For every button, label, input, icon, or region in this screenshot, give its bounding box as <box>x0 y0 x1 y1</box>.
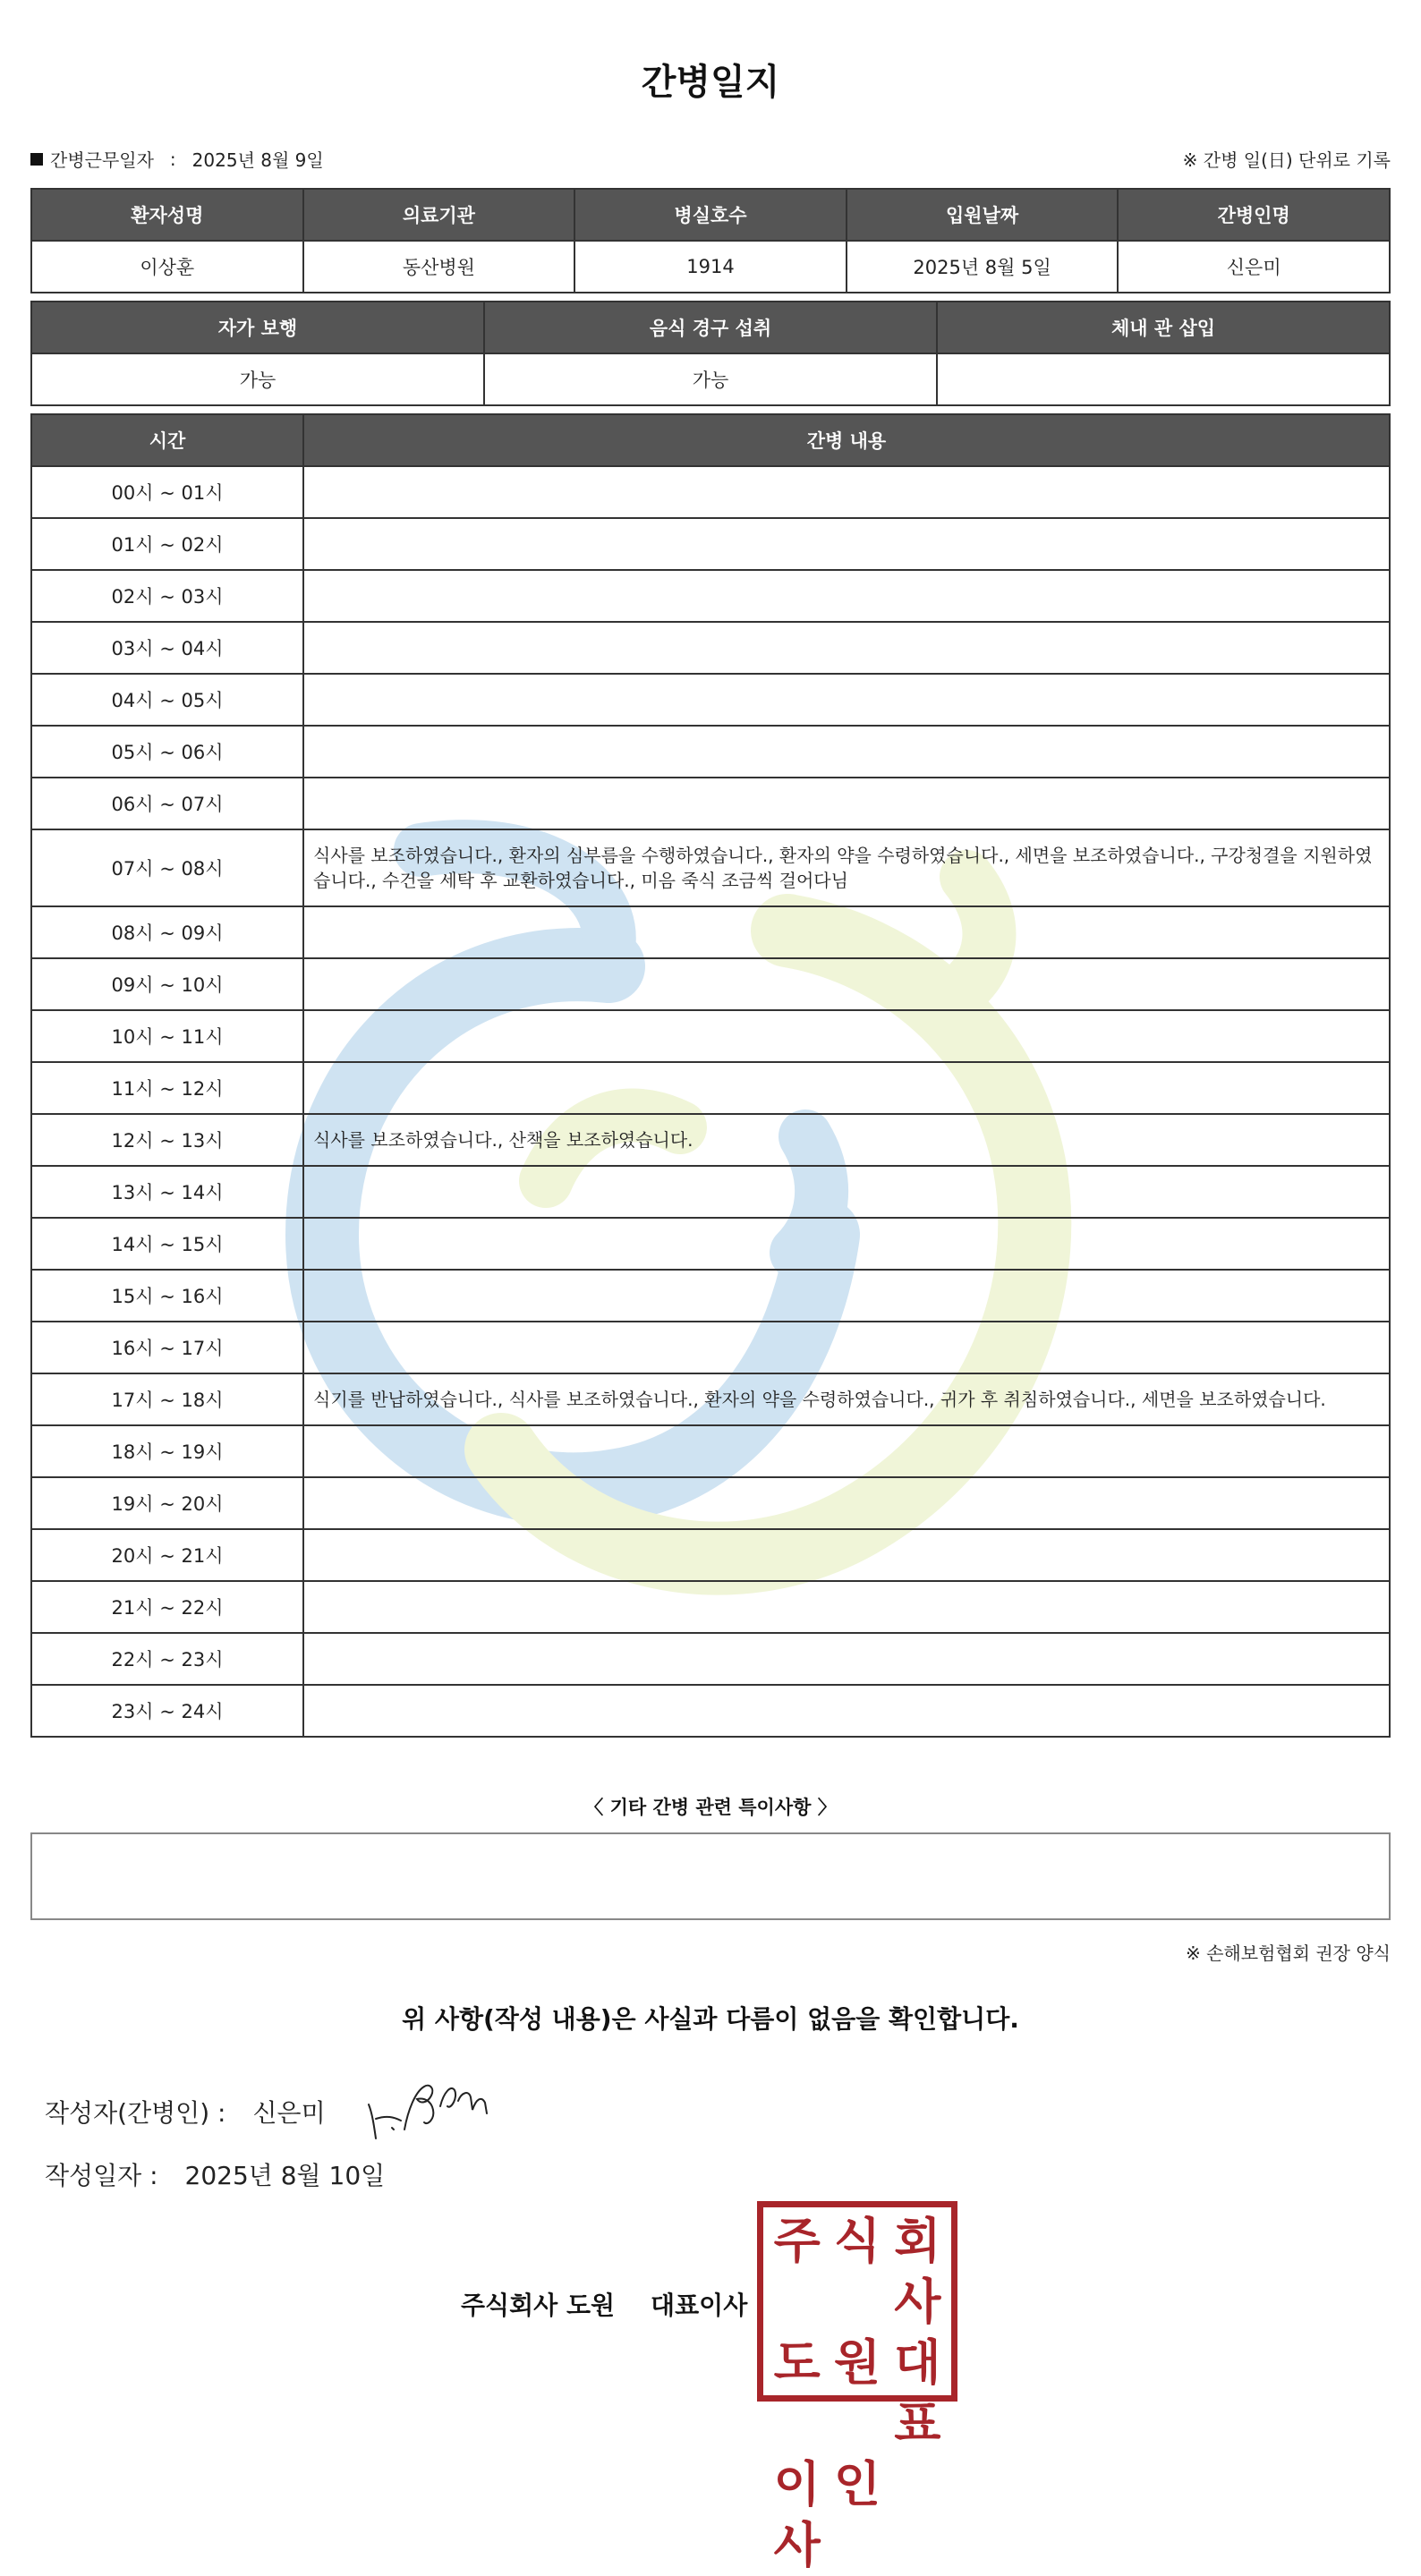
self-walking-value: 가능 <box>31 353 484 405</box>
patient-info-header-row <box>31 189 1390 241</box>
care-log-time: 06시 ~ 07시 <box>31 778 303 829</box>
tube-insertion-value <box>937 353 1390 405</box>
header-caregiver-name: 간병인명 <box>1118 189 1390 241</box>
care-log-content <box>303 1529 1390 1581</box>
care-log-row <box>31 1114 1390 1166</box>
care-log-time: 13시 ~ 14시 <box>31 1166 303 1218</box>
care-log-content <box>303 1166 1390 1218</box>
care-log-time: 07시 ~ 08시 <box>31 829 303 906</box>
header-tube-insertion: 체내 관 삽입 <box>937 302 1390 353</box>
ability-header-row <box>31 302 1390 353</box>
care-log-row <box>31 622 1390 674</box>
care-log-table <box>30 413 1391 1738</box>
work-date-line <box>30 146 1391 173</box>
header-time: 시간 <box>31 414 303 466</box>
care-log-time: 15시 ~ 16시 <box>31 1270 303 1322</box>
care-log-time: 02시 ~ 03시 <box>31 570 303 622</box>
care-log-time: 05시 ~ 06시 <box>31 726 303 778</box>
care-log-time: 18시 ~ 19시 <box>31 1425 303 1477</box>
header-care-content: 간병 내용 <box>303 414 1390 466</box>
company-line <box>461 2286 747 2322</box>
care-log-time: 22시 ~ 23시 <box>31 1633 303 1685</box>
header-hospital: 의료기관 <box>303 189 575 241</box>
care-log-row <box>31 1477 1390 1529</box>
care-log-content <box>303 1685 1390 1737</box>
care-log-time: 20시 ~ 21시 <box>31 1529 303 1581</box>
ability-value-row <box>31 353 1390 405</box>
care-log-content <box>303 466 1390 518</box>
work-date <box>30 146 324 172</box>
care-log-content <box>303 1062 1390 1114</box>
work-date-value: 2025년 8월 9일 <box>191 149 324 171</box>
representative-title: 대표이사 <box>651 2291 748 2320</box>
page-title: 간병일지 <box>641 62 780 103</box>
care-log-row <box>31 570 1390 622</box>
recommend-note: ※ 손해보험협회 권장 양식 <box>1185 1943 1391 1964</box>
care-log-row <box>31 674 1390 726</box>
other-notes-title: 〈 기타 간병 관련 특이사항 〉 <box>584 1797 837 1818</box>
oral-intake-value: 가능 <box>484 353 937 405</box>
care-log-row <box>31 829 1390 906</box>
seal-char: 식 <box>833 2213 881 2269</box>
seal-char: 인 <box>833 2456 881 2512</box>
header-patient-name: 환자성명 <box>31 189 303 241</box>
writer-label: 작성자(간병인) : <box>45 2098 226 2128</box>
care-log-content: 식사를 보조하였습니다., 환자의 심부름을 수행하였습니다., 환자의 약을 수령하였습니다., 세면을 보조하였습니다., 구강청결을 지원하였습니다., 수건을 세탁 후 교환하였습니다., 미음 죽식 조금씩 걸어다님 <box>303 829 1390 906</box>
write-date-label: 작성일자 : <box>45 2161 158 2190</box>
care-log-row <box>31 1270 1390 1322</box>
care-log-row <box>31 1322 1390 1373</box>
care-log-row <box>31 778 1390 829</box>
admission-date: 2025년 8월 5일 <box>847 241 1119 293</box>
care-log-time: 11시 ~ 12시 <box>31 1062 303 1114</box>
seal-char: 주 <box>773 2213 821 2269</box>
care-log-content <box>303 726 1390 778</box>
seal-char: 도 <box>773 2334 821 2391</box>
care-log-row <box>31 1685 1390 1737</box>
care-log-content <box>303 570 1390 622</box>
work-date-separator: : <box>169 148 176 170</box>
care-log-content <box>303 1218 1390 1270</box>
care-log-content: 식사를 보조하였습니다., 산책을 보조하였습니다. <box>303 1114 1390 1166</box>
other-notes-box <box>30 1832 1391 1920</box>
handwritten-signature <box>365 2074 508 2146</box>
care-log-content: 식기를 반납하였습니다., 식사를 보조하였습니다., 환자의 약을 수령하였습니다., 귀가 후 취침하였습니다., 세면을 보조하였습니다. <box>303 1373 1390 1425</box>
care-log-row <box>31 1062 1390 1114</box>
seal-char: 원 <box>833 2334 881 2391</box>
care-log-row <box>31 1581 1390 1633</box>
care-log-row <box>31 906 1390 958</box>
seal-char: 대표 <box>894 2334 941 2452</box>
care-log-row <box>31 1373 1390 1425</box>
care-log-time: 17시 ~ 18시 <box>31 1373 303 1425</box>
seal-char: 이사 <box>773 2456 821 2573</box>
header-admission-date: 입원날짜 <box>847 189 1119 241</box>
header-oral-intake: 음식 경구 섭취 <box>484 302 937 353</box>
care-log-row <box>31 518 1390 570</box>
header-self-walking: 자가 보행 <box>31 302 484 353</box>
care-log-content <box>303 1633 1390 1685</box>
care-log-header-row <box>31 414 1390 466</box>
patient-ability-table <box>30 301 1391 406</box>
company-name: 주식회사 도원 <box>461 2291 616 2320</box>
care-log-time: 14시 ~ 15시 <box>31 1218 303 1270</box>
bullet-square-icon <box>30 153 43 166</box>
caregiver-name: 신은미 <box>1118 241 1390 293</box>
care-log-content <box>303 778 1390 829</box>
company-seal-stamp <box>757 2201 957 2573</box>
care-log-row <box>31 1529 1390 1581</box>
care-log-row <box>31 958 1390 1010</box>
care-log-time: 10시 ~ 11시 <box>31 1010 303 1062</box>
patient-name: 이상훈 <box>31 241 303 293</box>
seal-text <box>767 2211 948 2573</box>
care-log-content <box>303 622 1390 674</box>
care-log-row <box>31 1425 1390 1477</box>
seal-char <box>888 2454 948 2576</box>
care-log-row <box>31 1633 1390 1685</box>
care-log-content <box>303 674 1390 726</box>
care-log-content <box>303 518 1390 570</box>
care-log-rows <box>31 466 1390 1737</box>
care-log-time: 21시 ~ 22시 <box>31 1581 303 1633</box>
care-log-time: 09시 ~ 10시 <box>31 958 303 1010</box>
room-number: 1914 <box>574 241 847 293</box>
care-log-time: 19시 ~ 20시 <box>31 1477 303 1529</box>
hospital-name: 동산병원 <box>303 241 575 293</box>
care-log-content <box>303 1477 1390 1529</box>
care-log-row <box>31 1166 1390 1218</box>
care-log-time: 04시 ~ 05시 <box>31 674 303 726</box>
care-log-row <box>31 726 1390 778</box>
care-log-time: 08시 ~ 09시 <box>31 906 303 958</box>
care-log-time: 03시 ~ 04시 <box>31 622 303 674</box>
care-log-time: 01시 ~ 02시 <box>31 518 303 570</box>
care-log-time: 23시 ~ 24시 <box>31 1685 303 1737</box>
patient-info-value-row <box>31 241 1390 293</box>
seal-char: 회사 <box>894 2213 941 2330</box>
care-log-row <box>31 1010 1390 1062</box>
writer-name: 신은미 <box>252 2098 326 2128</box>
care-log-time: 12시 ~ 13시 <box>31 1114 303 1166</box>
care-log-time: 00시 ~ 01시 <box>31 466 303 518</box>
confirm-statement: 위 사항(작성 내용)은 사실과 다름이 없음을 확인합니다. <box>402 2004 1019 2034</box>
care-log-content <box>303 1425 1390 1477</box>
care-log-row <box>31 1218 1390 1270</box>
care-log-content <box>303 1322 1390 1373</box>
care-log-content <box>303 958 1390 1010</box>
work-date-label: 간병근무일자 <box>50 149 154 171</box>
unit-note: ※ 간병 일(日) 단위로 기록 <box>1182 149 1391 171</box>
patient-info-table <box>30 188 1391 293</box>
care-log-time: 16시 ~ 17시 <box>31 1322 303 1373</box>
care-log-content <box>303 1581 1390 1633</box>
write-date-line <box>45 2156 385 2192</box>
write-date-value: 2025년 8월 10일 <box>184 2161 386 2190</box>
care-log-content <box>303 1010 1390 1062</box>
writer-line <box>45 2094 326 2130</box>
care-log-content <box>303 906 1390 958</box>
care-log-content <box>303 1270 1390 1322</box>
header-room: 병실호수 <box>574 189 847 241</box>
care-log-row <box>31 466 1390 518</box>
